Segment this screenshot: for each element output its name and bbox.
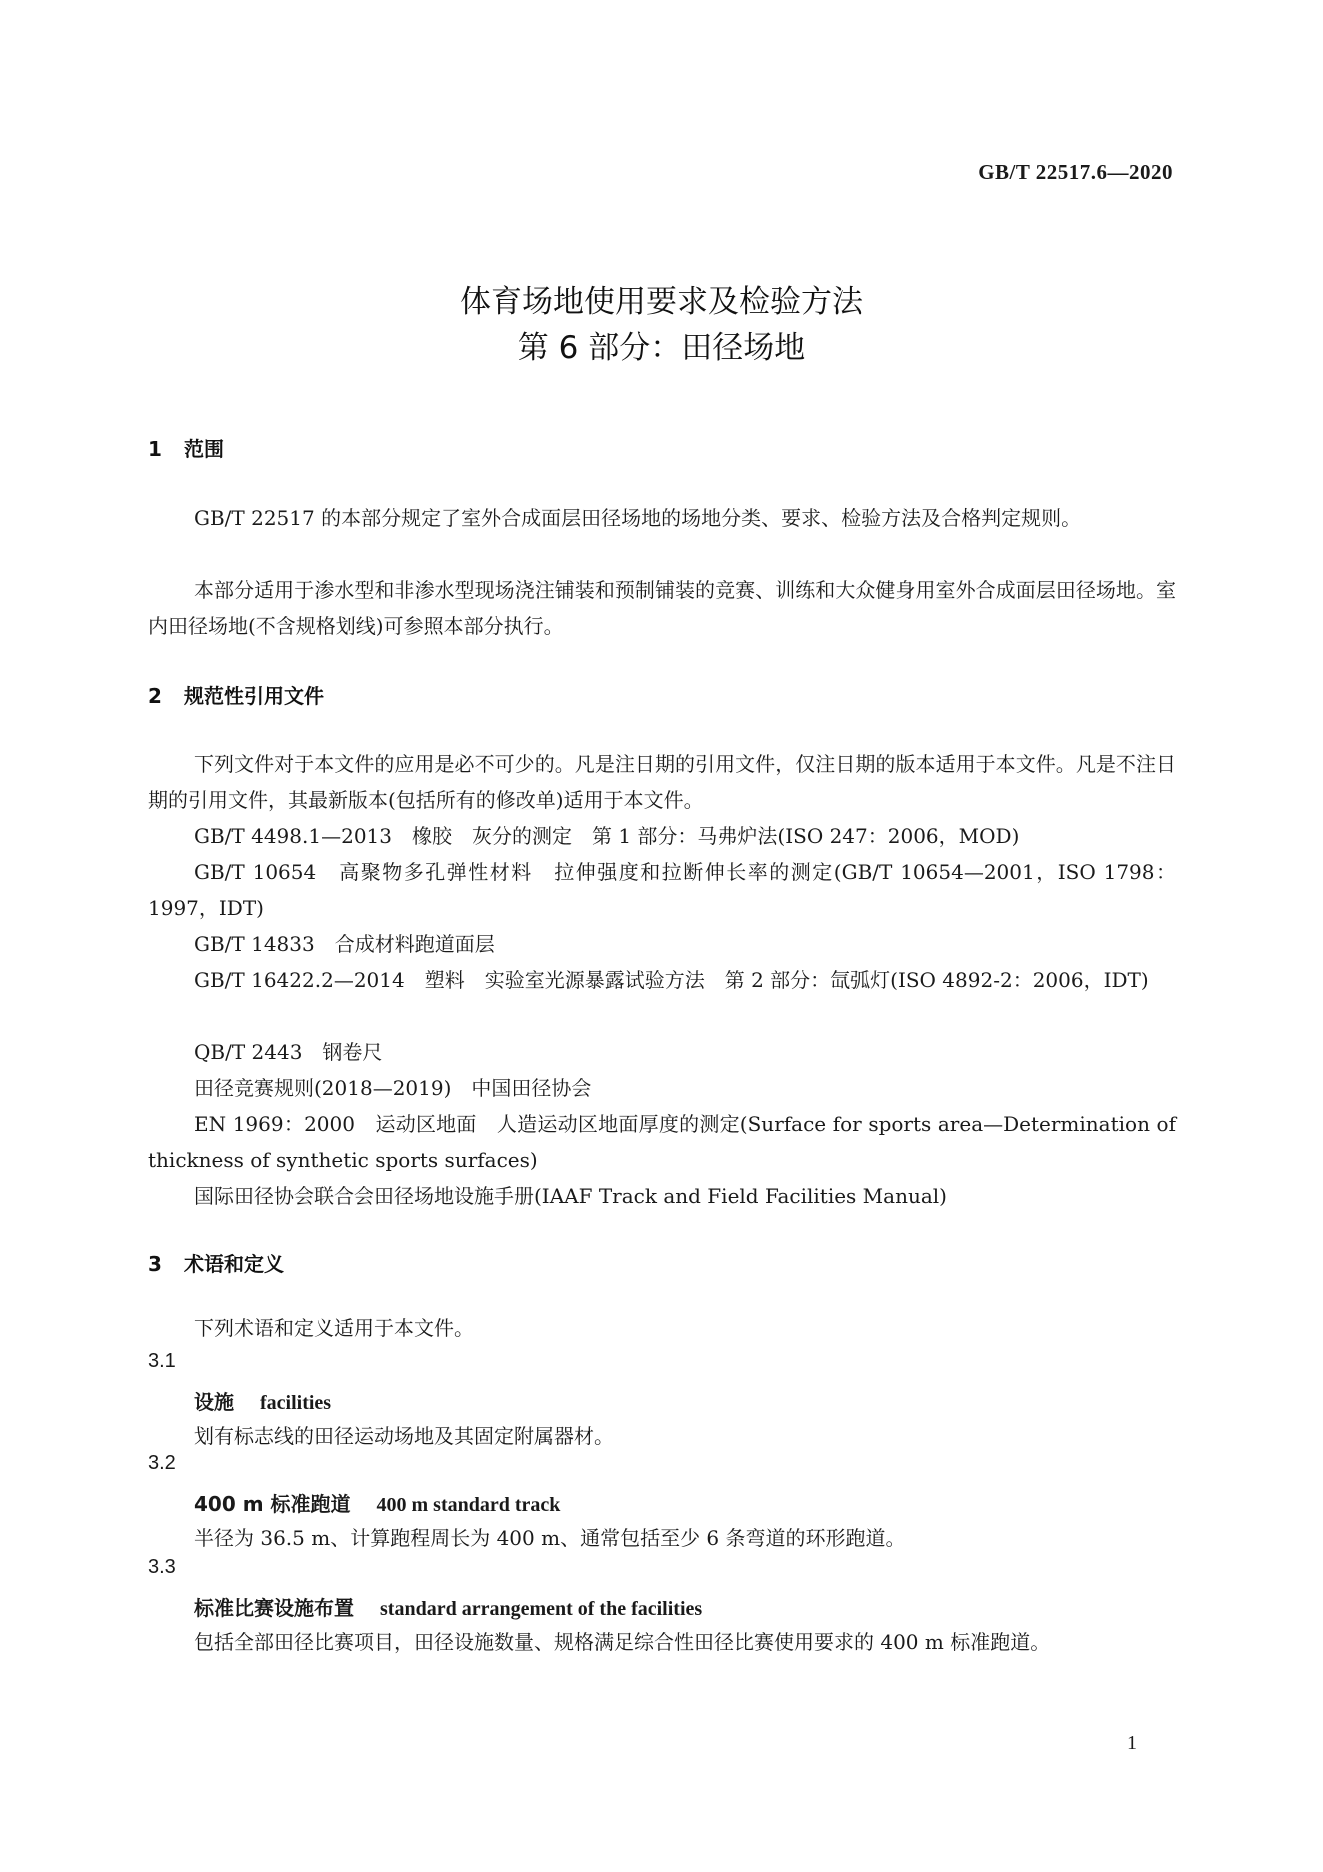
term-name (194, 1386, 331, 1415)
term-zh: 400 m 标准跑道 (194, 1492, 351, 1516)
term-name (194, 1592, 702, 1621)
section-title: 范围 (184, 437, 224, 461)
page-number: 1 (1127, 1732, 1137, 1754)
reference-item: 国际田径协会联合会田径场地设施手册(IAAF Track and Field Facilities Manual) (194, 1184, 947, 1208)
section-heading-scope (148, 433, 224, 462)
paragraph: 下列文件对于本文件的应用是必不可少的。凡是注日期的引用文件，仅注日期的版本适用于本文件。凡是不注日期的引用文件，其最新版本(包括所有的修改单)适用于本文件。 (148, 752, 1176, 812)
term-en: 400 m standard track (376, 1494, 561, 1516)
reference-item: QB/T 2443 钢卷尺 (194, 1040, 383, 1064)
section-number: 3 (148, 1252, 162, 1276)
reference-item: 田径竞赛规则(2018—2019) 中国田径协会 (194, 1076, 592, 1100)
paragraph: 下列术语和定义适用于本文件。 (194, 1316, 474, 1340)
section-title: 规范性引用文件 (184, 684, 324, 708)
term-en: standard arrangement of the facilities (380, 1598, 703, 1620)
term-definition: 划有标志线的田径运动场地及其固定附属器材。 (194, 1424, 614, 1448)
document-title: 体育场地使用要求及检验方法 (460, 284, 863, 320)
section-number: 1 (148, 437, 162, 461)
term-definition: 半径为 36.5 m、计算跑程周长为 400 m、通常包括至少 6 条弯道的环形跑道。 (194, 1526, 906, 1550)
term-name (194, 1488, 560, 1517)
reference-item: EN 1969：2000 运动区地面 人造运动区地面厚度的测定(Surface for sports area—Determination of thickness of synthetic sports surfaces) (148, 1112, 1176, 1172)
term-definition: 包括全部田径比赛项目，田径设施数量、规格满足综合性田径比赛使用要求的 400 m 标准跑道。 (194, 1630, 1051, 1654)
paragraph: 本部分适用于渗水型和非渗水型现场浇注铺装和预制铺装的竞赛、训练和大众健身用室外合成面层田径场地。室内田径场地(不含规格划线)可参照本部分执行。 (148, 578, 1176, 638)
section-heading-terms-definitions (148, 1248, 284, 1277)
term-zh: 标准比赛设施布置 (194, 1596, 354, 1620)
standard-code: GB/T 22517.6—2020 (978, 160, 1173, 184)
reference-item: GB/T 4498.1—2013 橡胶 灰分的测定 第 1 部分：马弗炉法(ISO 247：2006，MOD) (194, 824, 1020, 848)
reference-item: GB/T 14833 合成材料跑道面层 (194, 932, 495, 956)
reference-item: GB/T 10654 高聚物多孔弹性材料 拉伸强度和拉断伸长率的测定(GB/T 10654—2001，ISO 1798：1997，IDT) (148, 860, 1176, 920)
section-title: 术语和定义 (184, 1252, 284, 1276)
term-en: facilities (260, 1392, 332, 1414)
term-number: 3.1 (148, 1350, 176, 1372)
term-number: 3.3 (148, 1556, 176, 1578)
reference-item: GB/T 16422.2—2014 塑料 实验室光源暴露试验方法 第 2 部分：氙弧灯(ISO 4892-2：2006，IDT) (194, 968, 1149, 992)
paragraph: GB/T 22517 的本部分规定了室外合成面层田径场地的场地分类、要求、检验方法及合格判定规则。 (194, 506, 1082, 530)
section-heading-normative-references (148, 680, 324, 709)
term-number: 3.2 (148, 1452, 176, 1474)
section-number: 2 (148, 684, 162, 708)
term-zh: 设施 (194, 1390, 234, 1414)
document-subtitle: 第 6 部分：田径场地 (517, 330, 806, 366)
